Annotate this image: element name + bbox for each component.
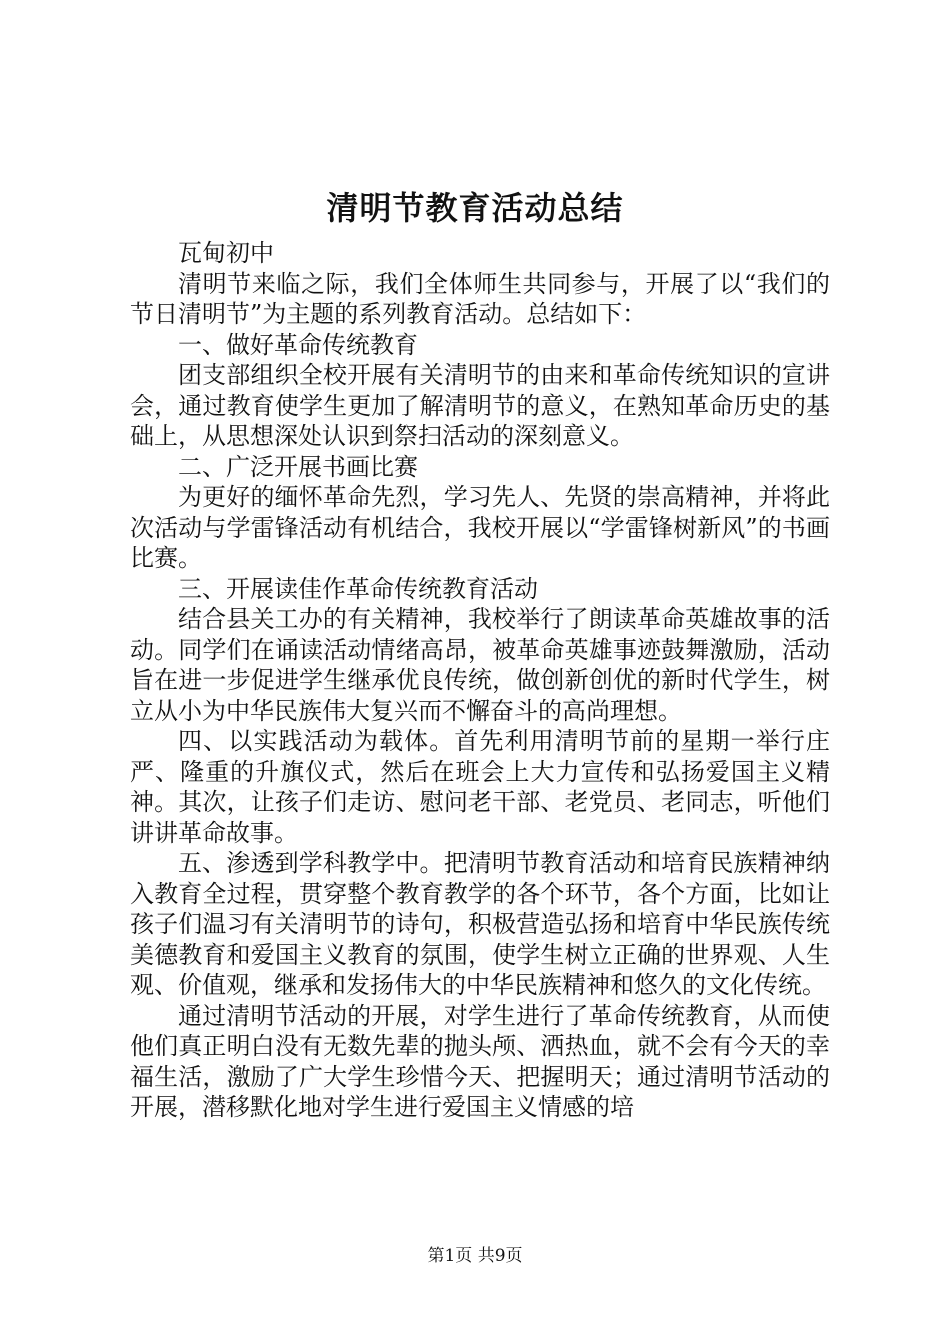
paragraph-section-3: 结合县关工办的有关精神，我校举行了朗读革命英雄故事的活动。同学们在诵读活动情绪高昂，被革命英雄事迹鼓舞激励，活动旨在进一步促进学生继承优良传统，做创新创优的新时代学生，树立从小为中华民族伟大复兴而不懈奋斗的高尚理想。 <box>130 605 830 725</box>
paragraph-section-2: 为更好的缅怀革命先烈，学习先人、先贤的崇高精神，并将此次活动与学雷锋活动有机结合，我校开展以“学雷锋树新风”的书画比赛。 <box>130 483 830 572</box>
paragraph-section-5: 五、渗透到学科教学中。把清明节教育活动和培育民族精神纳入教育全过程，贯穿整个教育教学的各个环节，各个方面，比如让孩子们温习有关清明节的诗句，积极营造弘扬和培育中华民族传统美德教育和爱国主义教育的氛围，使学生树立正确的世界观、人生观、价值观，继承和发扬伟大的中华民族精神和悠久的文化传统。 <box>130 849 830 999</box>
paragraph-conclusion: 通过清明节活动的开展，对学生进行了革命传统教育，从而使他们真正明白没有无数先辈的抛头颅、洒热血，就不会有今天的幸福生活，激励了广大学生珍惜今天、把握明天；通过清明节活动的开展，潜移默化地对学生进行爱国主义情感的培 <box>130 1001 830 1121</box>
paragraph-intro: 清明节来临之际，我们全体师生共同参与，开展了以“我们的节日清明节”为主题的系列教育活动。总结如下： <box>130 269 830 328</box>
section-heading-2: 二、广泛开展书画比赛 <box>178 452 418 481</box>
document-title: 清明节教育活动总结 <box>326 189 624 227</box>
section-heading-3: 三、开展读佳作革命传统教育活动 <box>178 574 538 603</box>
section-heading-1: 一、做好革命传统教育 <box>178 330 418 359</box>
document-body <box>130 238 830 1123</box>
page-number-footer: 第1页 共9页 <box>427 1246 523 1266</box>
author-line: 瓦甸初中 <box>178 239 274 267</box>
paragraph-section-1: 团支部组织全校开展有关清明节的由来和革命传统知识的宣讲会，通过教育使学生更加了解清明节的意义，在熟知革命历史的基础上，从思想深处认识到祭扫活动的深刻意义。 <box>130 361 830 450</box>
paragraph-section-4: 四、以实践活动为载体。首先利用清明节前的星期一举行庄严、隆重的升旗仪式，然后在班会上大力宣传和弘扬爱国主义精神。其次，让孩子们走访、慰问老干部、老党员、老同志，听他们讲讲革命故事。 <box>130 727 830 847</box>
